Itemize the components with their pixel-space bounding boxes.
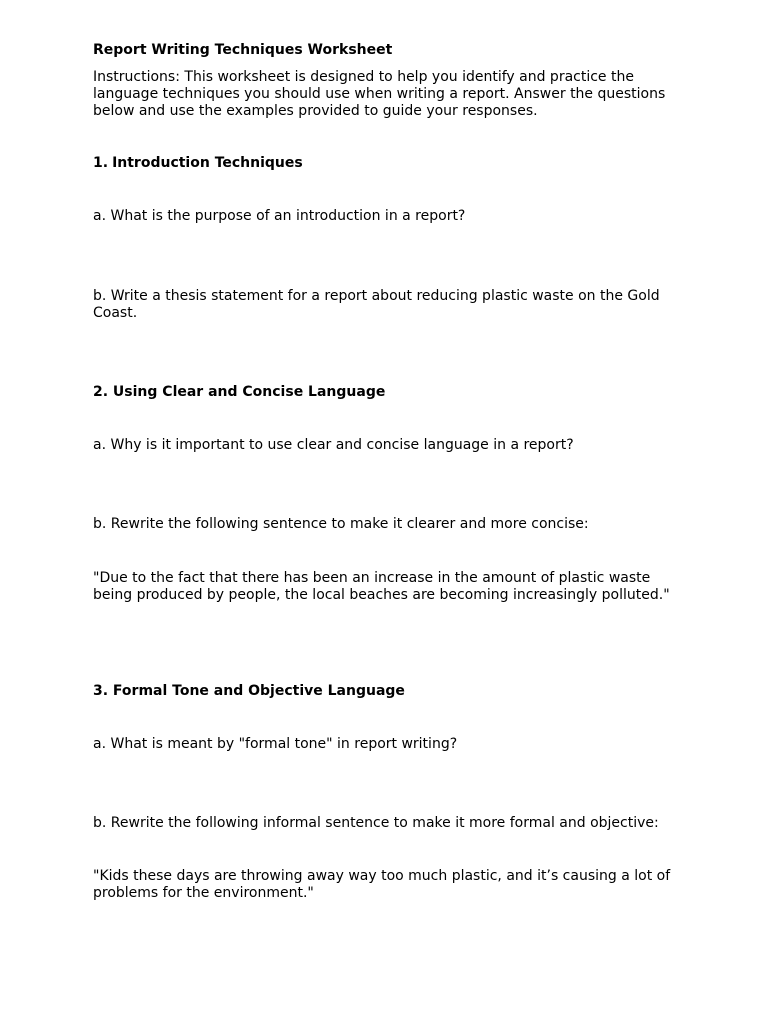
section-1-question-a: a. What is the purpose of an introduction in a report? bbox=[93, 208, 466, 224]
section-1-question-b: b. Write a thesis statement for a report about reducing plastic waste on the Gold Coast. bbox=[93, 288, 660, 321]
worksheet-title: Report Writing Techniques Worksheet bbox=[93, 42, 393, 58]
section-2-question-b: b. Rewrite the following sentence to make it clearer and more concise: bbox=[93, 516, 589, 532]
section-3-quote: "Kids these days are throwing away way too much plastic, and it’s causing a lot of problems for the environment." bbox=[93, 868, 671, 901]
section-3-heading: 3. Formal Tone and Objective Language bbox=[93, 683, 405, 699]
section-2-heading: 2. Using Clear and Concise Language bbox=[93, 384, 386, 400]
section-1-heading-text: Introduction Techniques bbox=[112, 155, 303, 171]
instructions-paragraph: Instructions: This worksheet is designed to help you identify and practice the language techniques you should use when writing a report. Answer the questions below and use the examples provided to guide your responses. bbox=[93, 69, 666, 119]
section-1-heading bbox=[93, 155, 683, 172]
section-1-number: 1. bbox=[93, 155, 109, 171]
section-2-quote: "Due to the fact that there has been an increase in the amount of plastic waste being produced by people, the local beaches are becoming increasingly polluted." bbox=[93, 570, 670, 603]
section-3-question-a: a. What is meant by "formal tone" in report writing? bbox=[93, 736, 458, 752]
section-3-question-b: b. Rewrite the following informal sentence to make it more formal and objective: bbox=[93, 815, 659, 831]
section-2-question-a: a. Why is it important to use clear and concise language in a report? bbox=[93, 437, 574, 453]
